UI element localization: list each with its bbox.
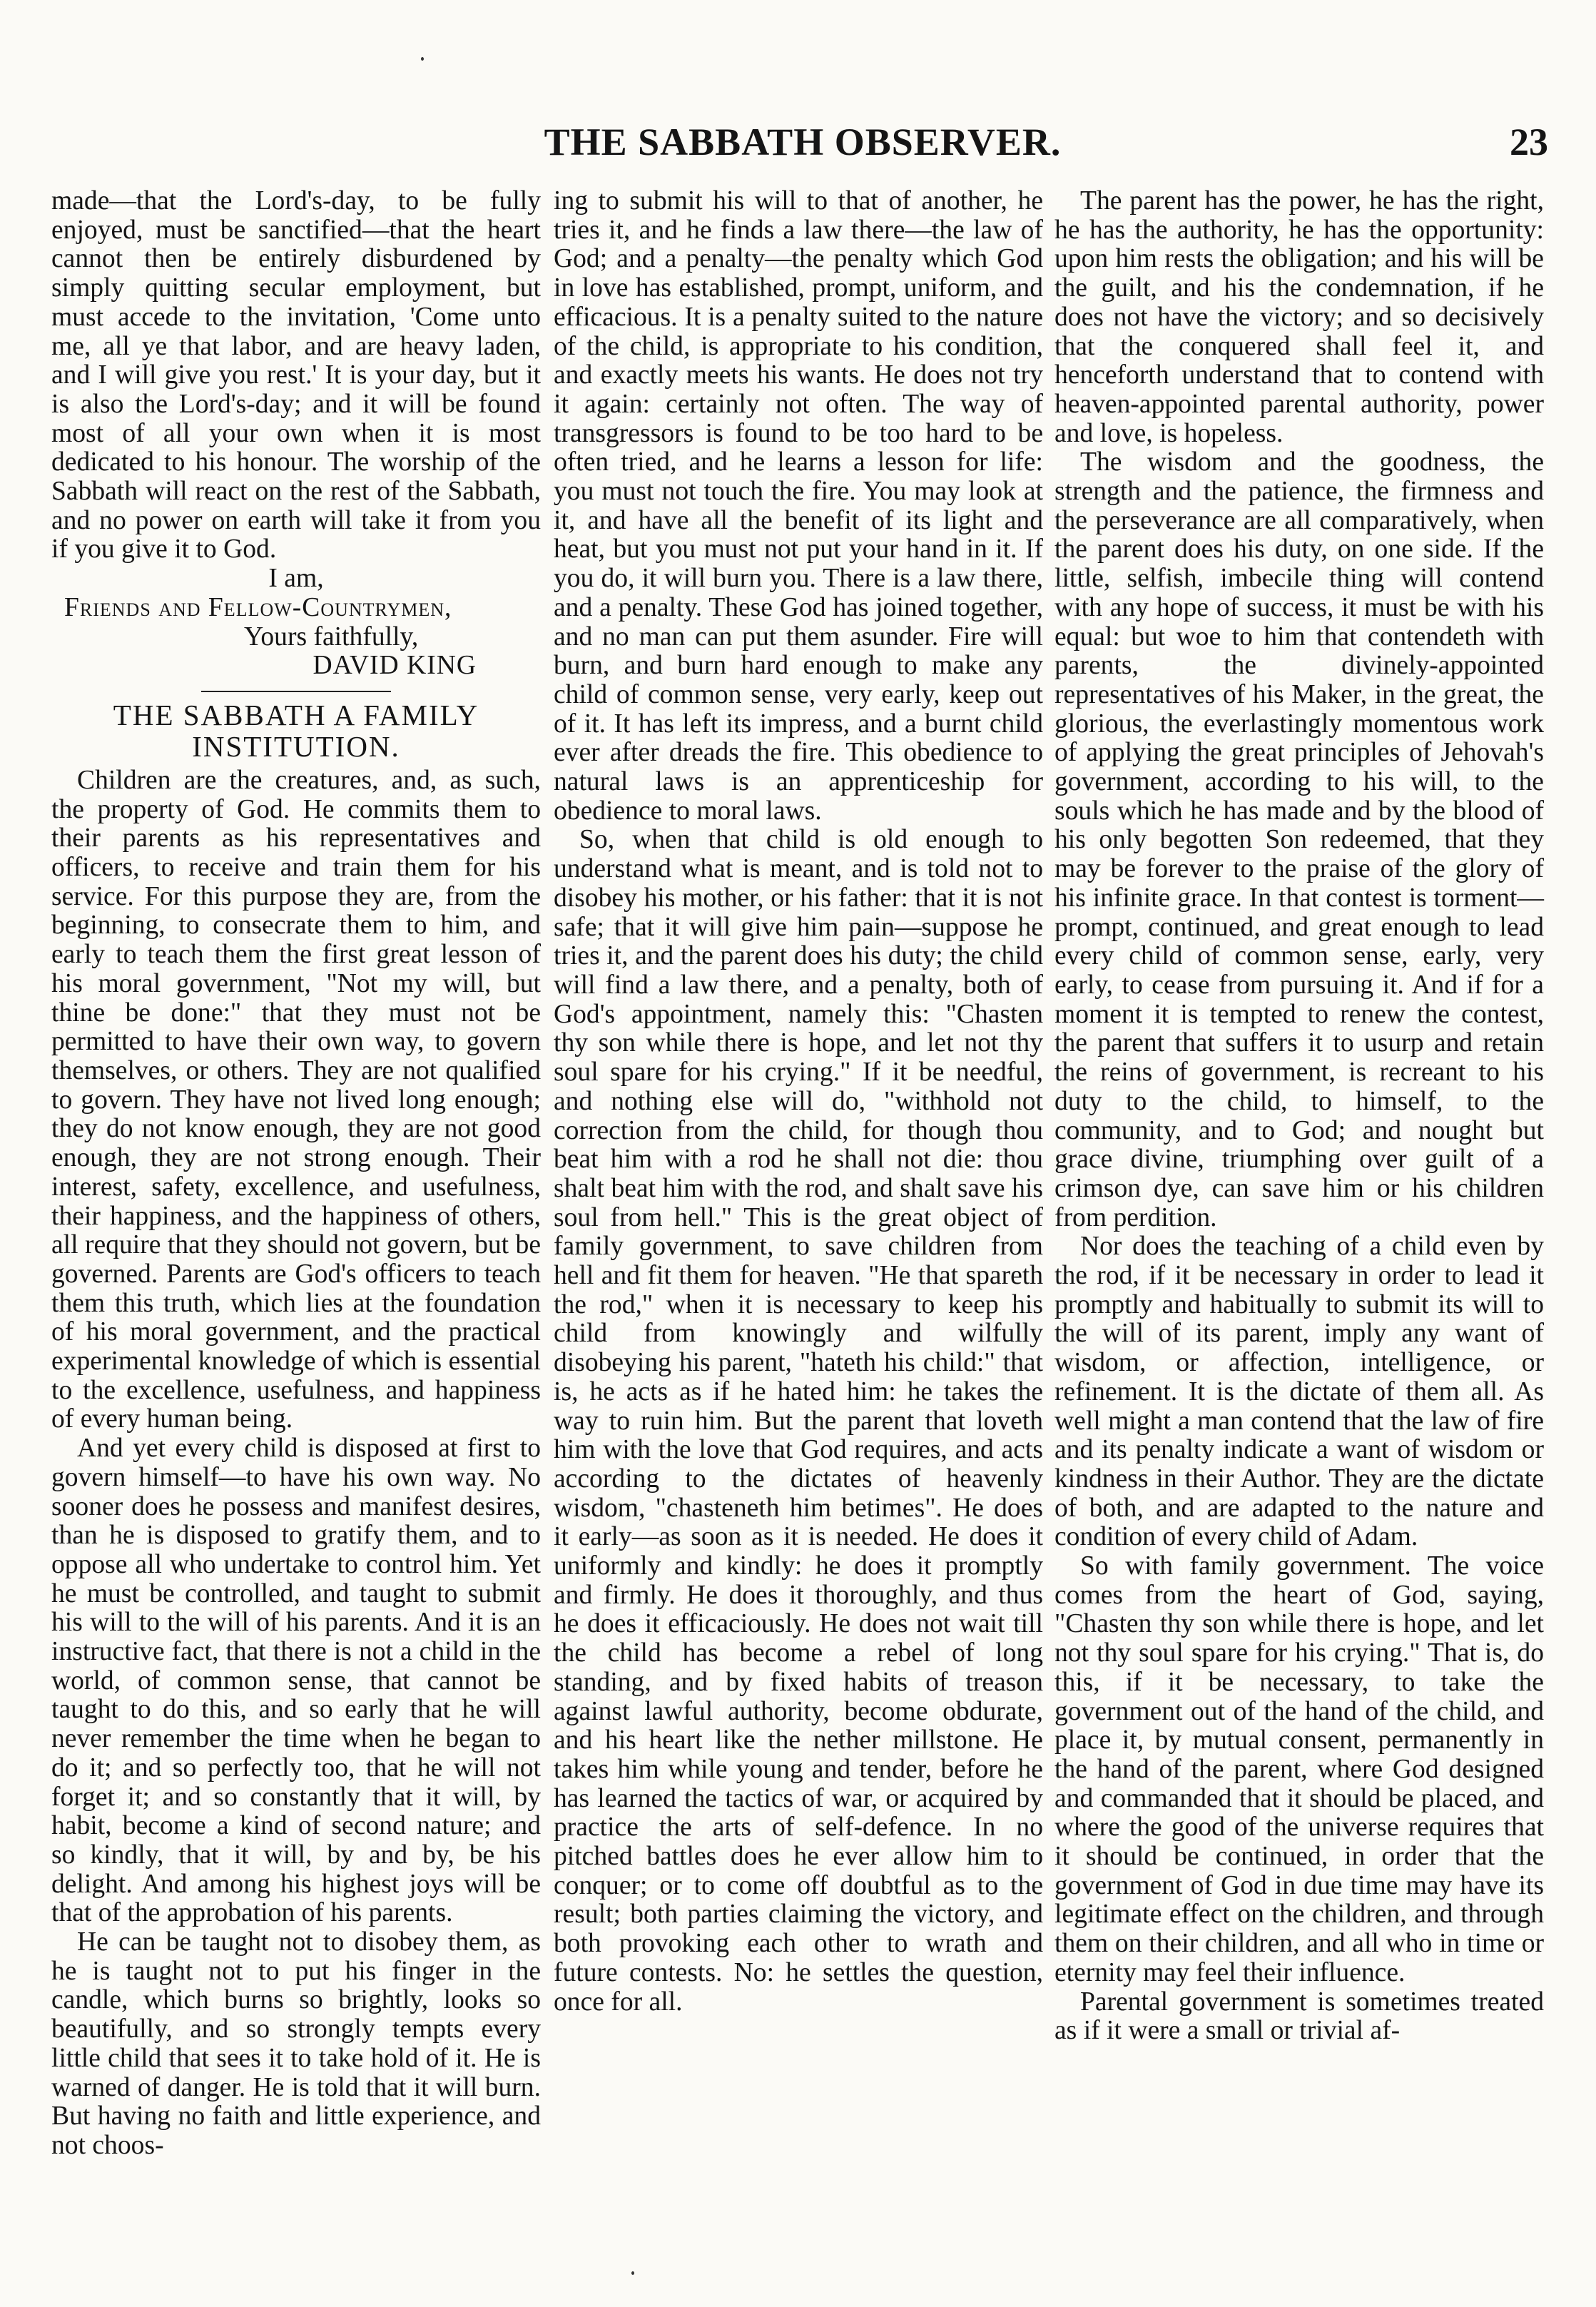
letter-closing: I am, xyxy=(268,564,324,594)
column-1 xyxy=(51,187,541,2161)
column-3 xyxy=(1054,187,1544,2046)
article-paragraph: So, when that child is old enough to understand what is meant, and is told not to disobey his mother, or his father: that it is not safe; that it will give him pain—suppose he tries it, and the parent does his duty; the child will find a law there, and a penalty, both of God's appointment, namely this: "Chasten thy son while there is hope, and let not thy soul spare for his crying." If it be needful, and nothing else will do, "withhold not correction from the child, for though thou beat him with a rod he shall not die: thou shalt beat him with the rod, and shalt save his soul from hell." This is the great object of family government, to save children from hell and fit them for heaven. "He that spareth the rod," when it is necessary to keep his child from knowingly and wilfully disobeying his parent, "hateth his child:" that is, he acts as if he hated him: he takes the way to ruin him. But the parent that loveth him with the love that God requires, and acts according to the dictates of heavenly wisdom, "chasteneth him betimes". He does it early—as soon as it is needed. He does it uniformly and kindly: he does it promptly and firmly. He does it thoroughly, and thus he does it efficaciously. He does not wait till the child has become a rebel of long standing, and by fixed habits of treason against lawful authority, become obdurate, and his heart like the nether millstone. He takes him while young and tender, before he has learned the tactics of war, or acquired by practice the arts of self-defence. In no pitched battles does he ever allow him to conquer; or to come off doubtful as to the result; both parties claiming the victory, and both provoking each other to wrath and future contests. No: he settles the question, once for all. xyxy=(554,825,1043,2017)
article-heading: THE SABBATH A FAMILY INSTITUTION. xyxy=(113,698,479,763)
letter-valediction: Yours faithfully, xyxy=(244,622,419,651)
article-paragraph: Children are the creatures, and, as such, the property of God. He commits them to their parents as his representatives and officers, to receive and train them for his service. For this purpose they are, from the beginning, to consecrate them to him, and early to teach them the first great lesson of his moral government, "Not my will, but thine be done:" that they must not be permitted to have their own way, to govern themselves, or others. They are not qualified to govern. They have not lived long enough; they do not know enough, they are not good enough, they are not strong enough. Their interest, safety, excellence, and usefulness, their happiness, and the happiness of others, all require that they should not govern, but be governed. Parents are God's officers to teach them this truth, which lies at the foundation of his moral government, and the practical experimental knowledge of which is essential to the excellence, usefulness, and happiness of every human being. xyxy=(51,765,541,1434)
page-header xyxy=(50,120,1555,170)
column-2 xyxy=(554,187,1043,2017)
section-divider xyxy=(201,691,391,692)
letter-closing-paragraph: made—that the Lord's-day, to be fully enjoyed, must be sanctified—that the heart cannot then be entirely disburdened by simply quitting secular employment, but must accede to the invitation, 'Come unto me, all ye that labor, and are heavy laden, and I will give you rest.' It is your day, but it is also the Lord's-day; and it will be found most of all your own when it is most dedicated to his honour. The worship of the Sabbath will react on the rest of the Sabbath, and no power on earth will take it from you if you give it to God. xyxy=(51,186,541,564)
article-paragraph: And yet every child is disposed at first to govern himself—to have his own way. No sooner does he possess and manifest desires, than he is disposed to gratify them, and to oppose all who undertake to control him. Yet he must be controlled, and taught to submit his will to the will of his parents. And it is an instructive fact, that there is not a child in the world, of common sense, that cannot be taught to do this, and so early that he will never remember the time when he began to do it; and so perfectly too, that he will not forget it; and so constantly that it will, by habit, become a kind of second nature; and so kindly, that it will, by and by, be his delight. And among his highest joys will be that of the approbation of his parents. xyxy=(51,1434,541,1928)
page-number: 23 xyxy=(1510,121,1548,163)
letter-signature: DAVID KING xyxy=(312,651,477,681)
article-paragraph: He can be taught not to disobey them, as he is taught not to put his finger in the candle, which burns so brightly, looks so beautifully, and so strongly tempts every little child that sees it to take hold of it. He is warned of danger. He is told that it will burn. But having no faith and little experience, and not choos- xyxy=(51,1927,541,2160)
running-title: THE SABBATH OBSERVER. xyxy=(544,121,1062,163)
article-paragraph: ing to submit his will to that of another, he tries it, and he finds a law there—the law of God; and a penalty—the penalty which God in love has established, prompt, uniform, and efficacious. It is a penalty suited to the nature of the child, is appropriate to his condition, and exactly meets his wants. He does not try it again: certainly not often. The way of transgressors is found to be too hard to be often tried, and he learns a lesson for life: you must not touch the fire. You may look at it, and have all the benefit of its light and heat, but you must not put your hand in it. If you do, it will burn you. There is a law there, and a penalty. These God has joined together, and no man can put them asunder. Fire will burn, and burn hard enough to make any child of common sense, very early, keep out of it. It has left its impress, and a burnt child ever after dreads the fire. This obedience to natural laws is an apprenticeship for obedience to moral laws. xyxy=(554,186,1043,826)
page-speck xyxy=(421,57,424,61)
article-paragraph: The wisdom and the goodness, the strength and the patience, the firmness and the perseverance are all comparatively, when the parent does his duty, on one side. If the little, selfish, imbecile thing will contend with any hope of success, it must be with his equal: but woe to him that contendeth with parents, the divinely-appointed representatives of his Maker, in the great, the glorious, the everlastingly momentous work of applying the great principles of Jehovah's government, according to his will, to the souls which he has made and by the blood of his only begotten Son redeemed, that they may be forever to the praise of the glory of his infinite grace. In that contest is torment—prompt, continued, and great enough to lead every child of common sense, early, very early, to cease from pursuing it. And if for a moment it is tempted to renew the contest, the parent that suffers it to usurp and retain the reins of government, is recreant to his duty to the child, to himself, to the community, and to God; and nought but grace divine, triumphing over guilt of a crimson dye, can save him or his children from perdition. xyxy=(1054,447,1544,1232)
article-paragraph: Parental government is sometimes treated as if it were a small or trivial af- xyxy=(1054,1987,1544,2046)
letter-ending xyxy=(51,187,541,681)
article-paragraph: Nor does the teaching of a child even by the rod, if it be necessary in order to lead it promptly and habitually to submit its will to the will of its parent, imply any want of wisdom, or affection, intelligence, or refinement. It is the dictate of them all. As well might a man contend that the law of fire and its penalty indicate a want of wisdom or kindness in their Author. They are the dictate of both, and are adapted to the nature and condition of every child of Adam. xyxy=(1054,1232,1544,1552)
letter-address: Friends and Fellow-Countrymen, xyxy=(64,592,452,622)
article-paragraph: So with family government. The voice comes from the heart of God, saying, "Chasten thy son while there is hope, and let not thy soul spare for his crying." That is, do this, if it be necessary, to take the government out of the hand of the child, and place it, by mutual consent, permanently in the hand of the parent, where God designed and commanded that it should be placed, and where the good of the universe requires that it should be continued, in order that the government of God in due time may have its legitimate effect on the children, and through them on their children, and all who in time or eternity may feel their influence. xyxy=(1054,1551,1544,1987)
page-speck xyxy=(631,2271,634,2275)
article-paragraph: The parent has the power, he has the right, he has the authority, he has the opportunity: upon him rests the obligation; and his will be the guilt, and his the condemnation, if he does not have the victory; and so decisively that the conquered shall feel it, and henceforth understand that to contend with heaven-appointed parental authority, power and love, is hopeless. xyxy=(1054,186,1544,448)
